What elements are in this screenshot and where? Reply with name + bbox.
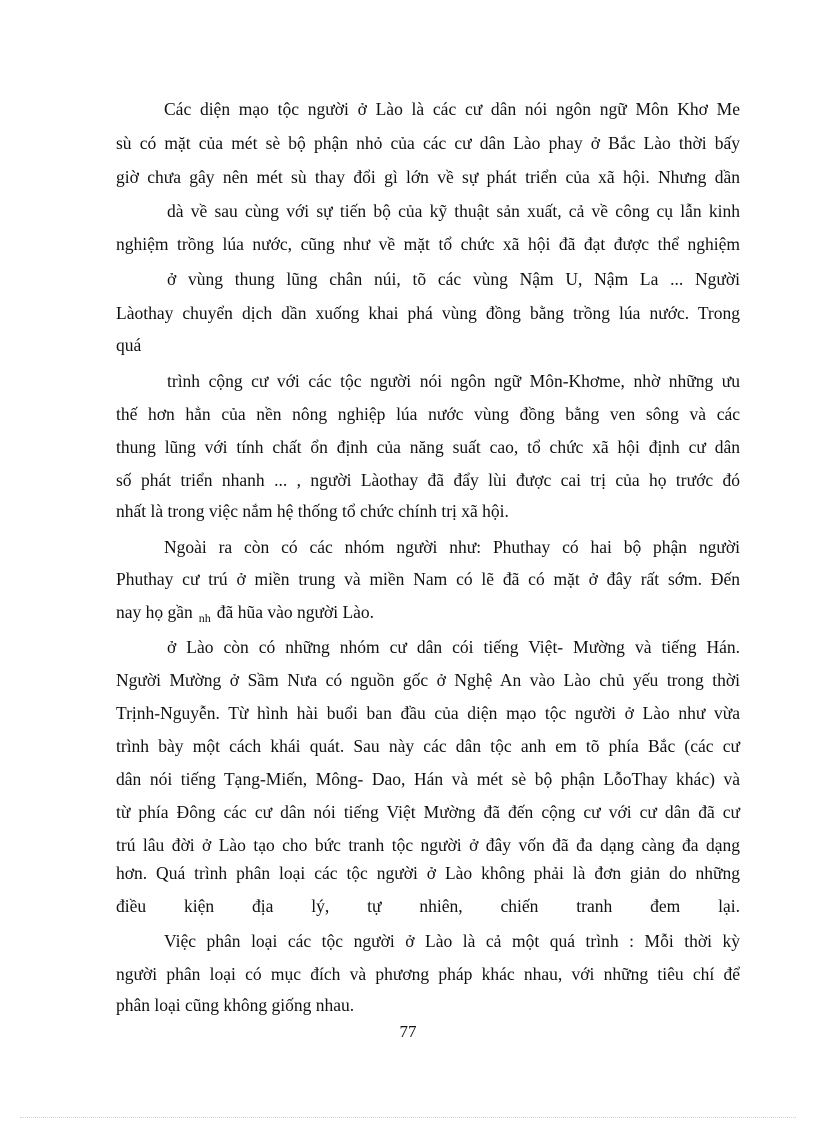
text-line: số phát triển nhanh ... , người Làothay đã đẩy lùi được cai trị của họ trước đó (116, 470, 740, 490)
text-line: nhất là trong việc nắm hệ thống tổ chức chính trị xã hội. (116, 501, 509, 521)
text-line: trình cộng cư với các tộc người nói ngôn ngữ Môn-Khơme, nhờ những ưu (167, 371, 740, 391)
text-line: Việc phân loại các tộc người ở Lào là cả một quá trình : Mỗi thời kỳ (164, 931, 740, 951)
text-line: ở vùng thung lũng chân núi, tõ các vùng Nậm U, Nậm La ... Người (167, 269, 740, 289)
text-line: dà về sau cùng với sự tiến bộ của kỹ thuật sản xuất, cả về công cụ lẫn kinh (167, 201, 740, 221)
text-line: dân nói tiếng Tạng-Miến, Mông- Dao, Hán và mét sè bộ phận LỗoThay khác) và (116, 769, 740, 789)
text-line: trú lâu đời ở Lào tạo cho bức tranh tộc người ở đây vốn đã đa dạng càng đa dạng (116, 835, 740, 855)
text-line: Ngoài ra còn có các nhóm người như: Phuthay có hai bộ phận người (164, 537, 740, 557)
text-fragment: đã hũa vào người Lào. (216, 602, 375, 622)
text-line: thung lũng với tính chất ổn định của năng suất cao, tổ chức xã hội định cư dân (116, 437, 740, 457)
text-line: Các diện mạo tộc người ở Lào là các cư dân nói ngôn ngữ Môn Khơ Me (164, 99, 740, 119)
text-line: quá (116, 335, 142, 355)
text-line: Người Mường ở Sầm Nưa có nguồn gốc ở Nghệ An vào Lào chủ yếu trong thời (116, 670, 740, 690)
text-line: Phuthay cư trú ở miền trung và miền Nam có lẽ đã có mặt ở đây rất sớm. Đến (116, 569, 740, 589)
text-line: người phân loại có mục đích và phương pháp khác nhau, với những tiêu chí để (116, 964, 740, 984)
text-line: Làothay chuyển dịch dần xuống khai phá vùng đồng bằng trồng lúa nước. Trong (116, 303, 740, 323)
page-number: 77 (399, 1022, 417, 1041)
text-line: từ phía Đông các cư dân nói tiếng Việt Mường đã đến cộng cư với cư dân đã cư (116, 802, 740, 822)
text-line: ở Lào còn có những nhóm cư dân cói tiếng Việt- Mường và tiếng Hán. (167, 637, 740, 657)
text-fragment: nay họ gần (116, 602, 193, 622)
text-line: điều kiện địa lý, tự nhiên, chiến tranh đem lại. (116, 896, 740, 916)
stray-subscript: nh (198, 611, 211, 625)
text-line: thế hơn hẳn của nền nông nghiệp lúa nước vùng đồng bằng ven sông và các (116, 404, 740, 424)
text-line: Trịnh-Nguyễn. Từ hình hài buổi ban đầu của diện mạo tộc người ở Lào như vừa (116, 703, 740, 723)
text-line: phân loại cũng không giống nhau. (116, 995, 355, 1015)
text-line: trình bày một cách khái quát. Sau này các dân tộc anh em tõ phía Bắc (các cư (116, 736, 740, 756)
page-divider (20, 1117, 796, 1118)
text-line: nghiệm trồng lúa nước, cũng như về mặt tổ chức xã hội đã đạt được thể nghiệm (116, 234, 740, 254)
text-line (116, 601, 740, 629)
text-line: hơn. Quá trình phân loại các tộc người ở Lào không phải là đơn giản do những (116, 863, 740, 883)
text-line: sù có mặt của mét sè bộ phận nhỏ của các cư dân Lào phay ở Bắc Lào thời bấy (116, 133, 740, 153)
text-line: giờ chưa gây nên mét sù thay đổi gì lớn về sự phát triển của xã hội. Nhưng dần (116, 167, 740, 187)
